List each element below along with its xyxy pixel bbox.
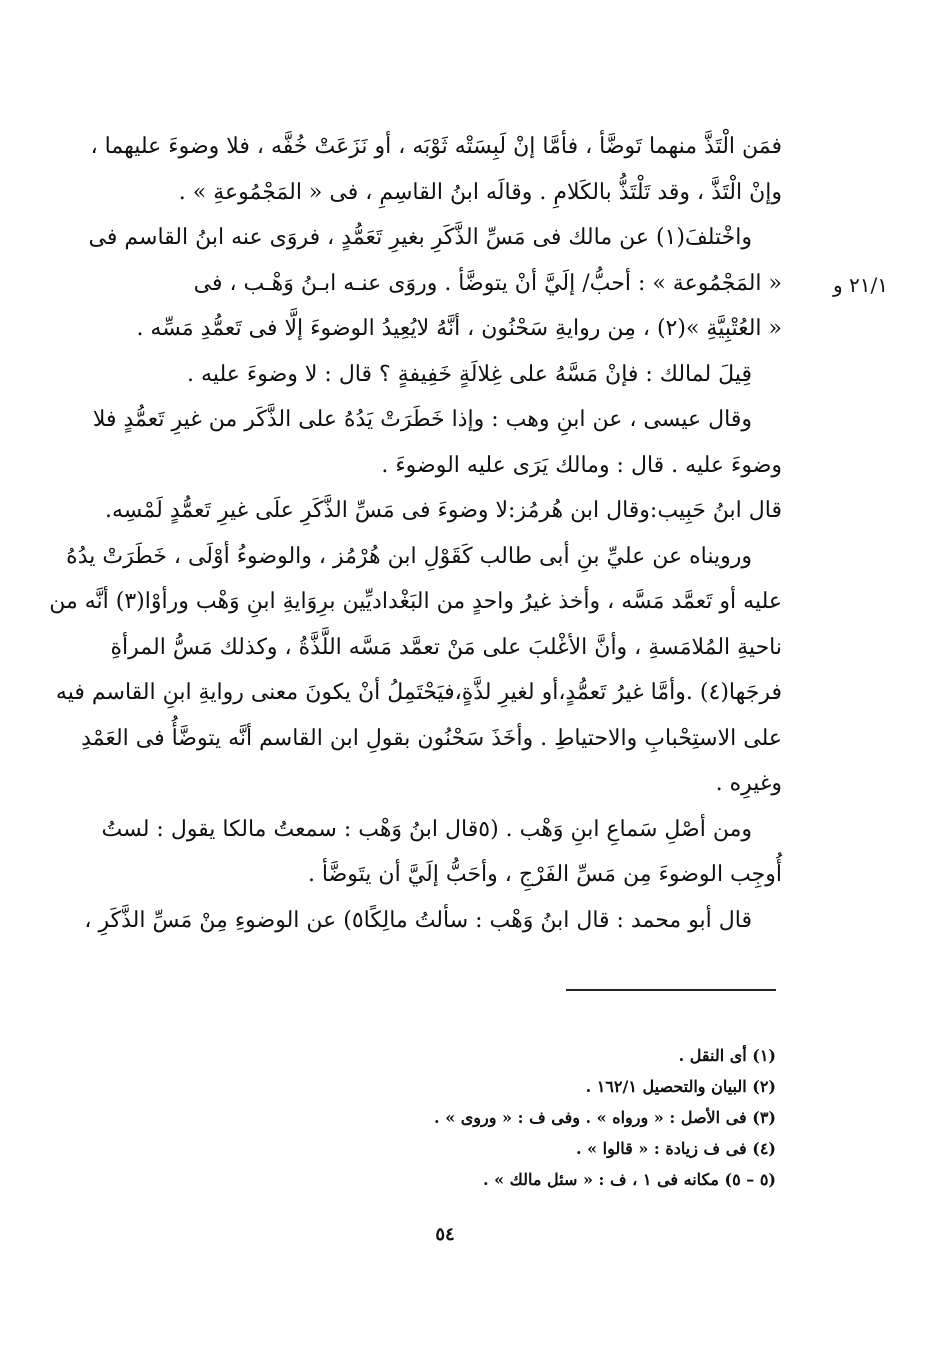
text-line: وقال عيسى ، عن ابنِ وهب : وإذا خَطَرَتْ يَدُهُ على الذَّكَر من غيرِ تَعمُّدٍ فلا [92,407,752,432]
manuscript-folio-marker: ٢١/١ و [833,273,888,297]
footnote: (١) أى النقل . [678,1046,776,1065]
paragraph [101,807,782,898]
text-line: قال أبو محمد : قال ابنُ وَهْب : سألتُ مالِكًا٥) عن الوضوءِ مِنْ مَسِّ الذَّكَرِ ، [84,907,752,933]
text-line: ناحيةِ المُلامَسةِ ، وأنَّ الأغْلبَ على مَنْ تعمَّد مَسَّه اللَّذَّةُ ، وكذلك مَسُّ المرأةِ [110,634,782,660]
text-line: « العُتْبِيَّةِ »(٢) ، مِن روايةِ سَحْنُون ، أنَّهُ لايُعِيدُ الوضوءَ إلَّا فى تَعمُّدِ مَسِّه . [136,316,782,341]
paragraph [92,397,782,488]
footnote: (٤) فى ف زيادة : « قالوا » . [575,1139,776,1158]
text-line: فرجَها(٤) .وأمَّا غيرُ تَعمُّدٍ،أو لغيرِ لذَّةٍ،فيَحْتَمِلُ أنْ يكونَ معنى روايةِ ابنِ القاسم فيه [55,680,782,705]
paragraph [106,488,782,534]
text-line: وضوءَ عليه . قال : ومالك يَرَى عليه الوضوءَ . [381,452,782,478]
text-line: وإنْ الْتَذَّ ، وقد تَلْتَذُّ بالكَلامِ . وقالَه ابنُ القاسِمِ ، فى « المَجْمُوعةِ » . [178,179,782,205]
footnotes [176,1040,776,1195]
text-line: ورويناه عن عليِّ بنِ أبى طالب كَقَوْلِ ابن هُرْمُز ، والوضوءُ أوْلَى ، خَطَرَتْ يدُهُ [66,543,752,569]
text-line: أُوجِب الوضوءَ مِن مَسِّ الفَرْجِ ، وأحَبُّ إلَيَّ أن يتَوضَّأ . [307,862,782,887]
paragraph [90,124,782,215]
main-text [49,124,782,943]
text-line: قِيلَ لمالك : فإنْ مَسَّهُ على غِلالَةٍ خَفِيفةٍ ؟ قال : لا وضوءَ عليه . [187,361,752,387]
text-line: ومن أصْلِ سَماعِ ابنِ وَهْب . (٥قال ابنُ وَهْب : سمعتُ مالكا يقول : لستُ [101,816,752,842]
text-line: قال ابنُ حَبِيب:وقال ابن هُرمُز:لا وضوءَ فى مَسِّ الذَّكَرِ علَى غيرِ تَعمُّدٍ لَمْسِه. [105,498,782,523]
footnote: (٣) فى الأصل : « ورواه » . وفى ف : « وروى » . [434,1108,776,1127]
text-line: على الاستِحْبابِ والاحتياطِ . وأخَذَ سَحْنُون بقولِ ابن القاسم أنَّه يتوضَّأُ فى العَمْدِ [81,725,782,751]
footnote: (٥ – ٥) مكانه فى ١ ، ف : « سئل مالك » . [482,1170,776,1189]
paragraph [106,352,782,398]
text-line: وغيرِه . [715,771,782,796]
footnote-separator [566,989,776,991]
text-line: عليه أو تَعمَّد مَسَّه ، وأخذ غيرُ واحدٍ من البَغْداديِّين برِوَايةِ ابنِ وَهْب ورأوْا(٣) أنَّه من [49,589,782,614]
text-line: « المَجْمُوعة » : أحبُّ/ إلَيَّ أنْ يتوضَّأ . وروَى عنـه ابـنُ وَهْـب ، فى [193,270,782,296]
paragraph [84,898,782,944]
paragraph [49,534,782,807]
text-line: واخْتلفَ(١) عن مالك فى مَسِّ الذَّكَرِ بغيرِ تَعَمُّدٍ ، فروَى عنه ابنُ القاسم فى [88,225,752,250]
page-number: ٥٤ [435,1224,455,1245]
text-line: فمَن الْتَذَّ منهما تَوضَّأ ، فأمَّا إنْ لَبِسَتْه ثَوْبَه ، أو نَزَعَتْ خُفَّه ، فلا وضوءَ عليهما ، [90,134,782,159]
footnote: (٢) البيان والتحصيل ١٦٢/١ . [585,1077,776,1096]
paragraph [88,215,782,352]
